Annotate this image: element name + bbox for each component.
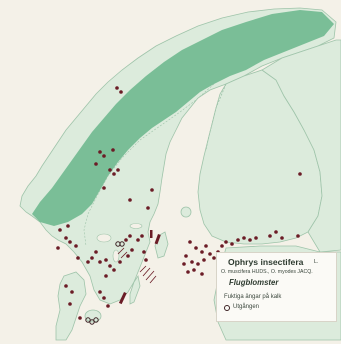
record-dot (94, 162, 98, 166)
record-dot (242, 236, 246, 240)
lake-malaren (130, 224, 142, 229)
record-dot (119, 90, 123, 94)
record-dot (108, 168, 112, 172)
record-dot (200, 272, 204, 276)
record-dot (64, 236, 68, 240)
lake-vanern (97, 234, 111, 242)
record-dot (116, 168, 120, 172)
species-name: Ophrys insectifera (228, 257, 304, 267)
record-dot (190, 260, 194, 264)
record-dot (140, 234, 144, 238)
record-dot (186, 270, 190, 274)
record-dot (112, 268, 116, 272)
record-dot (150, 188, 154, 192)
record-dot (74, 244, 78, 248)
record-dot (224, 240, 228, 244)
record-dot (90, 256, 94, 260)
record-dot (108, 264, 112, 268)
record-dot (94, 250, 98, 254)
record-dot (76, 256, 80, 260)
record-strip-east (150, 230, 153, 238)
record-dot (298, 172, 302, 176)
record-dot (142, 250, 146, 254)
record-dot (182, 262, 186, 266)
record-dot (248, 238, 252, 242)
record-dot (144, 258, 148, 262)
legend-box (216, 252, 337, 322)
record-dot (98, 150, 102, 154)
record-dot (146, 206, 150, 210)
open-circle-icon (224, 305, 230, 311)
record-dot (296, 234, 300, 238)
record-dot (78, 316, 82, 320)
record-dot (184, 254, 188, 258)
record-dot (70, 290, 74, 294)
record-dot (68, 302, 72, 306)
habitat-note: Fuktiga ängar på kalk (224, 294, 282, 300)
record-dot (118, 260, 122, 264)
record-dot (124, 238, 128, 242)
record-dot (192, 268, 196, 272)
record-dot (56, 246, 60, 250)
record-dot (66, 224, 70, 228)
record-dot (188, 240, 192, 244)
record-dot (102, 154, 106, 158)
record-dot (268, 234, 272, 238)
record-dot (128, 198, 132, 202)
record-dot (115, 86, 119, 90)
species-synonyms: O. muscifera HUDS., O. myodes JACQ. (221, 269, 313, 275)
record-dot (200, 250, 204, 254)
record-dot (202, 258, 206, 262)
record-dot (128, 234, 132, 238)
record-dot (126, 254, 130, 258)
record-dot (104, 274, 108, 278)
record-dot (230, 242, 234, 246)
record-dot (254, 236, 258, 240)
record-dot (98, 290, 102, 294)
record-dot (98, 260, 102, 264)
record-dot (86, 260, 90, 264)
record-dot (68, 240, 72, 244)
record-dot (106, 304, 110, 308)
common-name: Flugblomster (229, 278, 279, 287)
record-dot (136, 238, 140, 242)
record-dot (274, 230, 278, 234)
record-dot (102, 186, 106, 190)
aland-islands (181, 207, 191, 217)
record-dot (130, 248, 134, 252)
record-dot (58, 228, 62, 232)
record-dot (104, 258, 108, 262)
record-dot (111, 148, 115, 152)
extinct-label: Utgången (233, 304, 260, 310)
record-dot (280, 236, 284, 240)
record-dot (204, 244, 208, 248)
record-dot (208, 252, 212, 256)
record-dot (196, 262, 200, 266)
record-dot (64, 284, 68, 288)
species-author: L. (314, 259, 319, 265)
record-dot (220, 244, 224, 248)
lake-vattern (113, 250, 119, 262)
record-dot (112, 172, 116, 176)
record-dot (102, 296, 106, 300)
record-dot (194, 246, 198, 250)
record-dot (236, 238, 240, 242)
